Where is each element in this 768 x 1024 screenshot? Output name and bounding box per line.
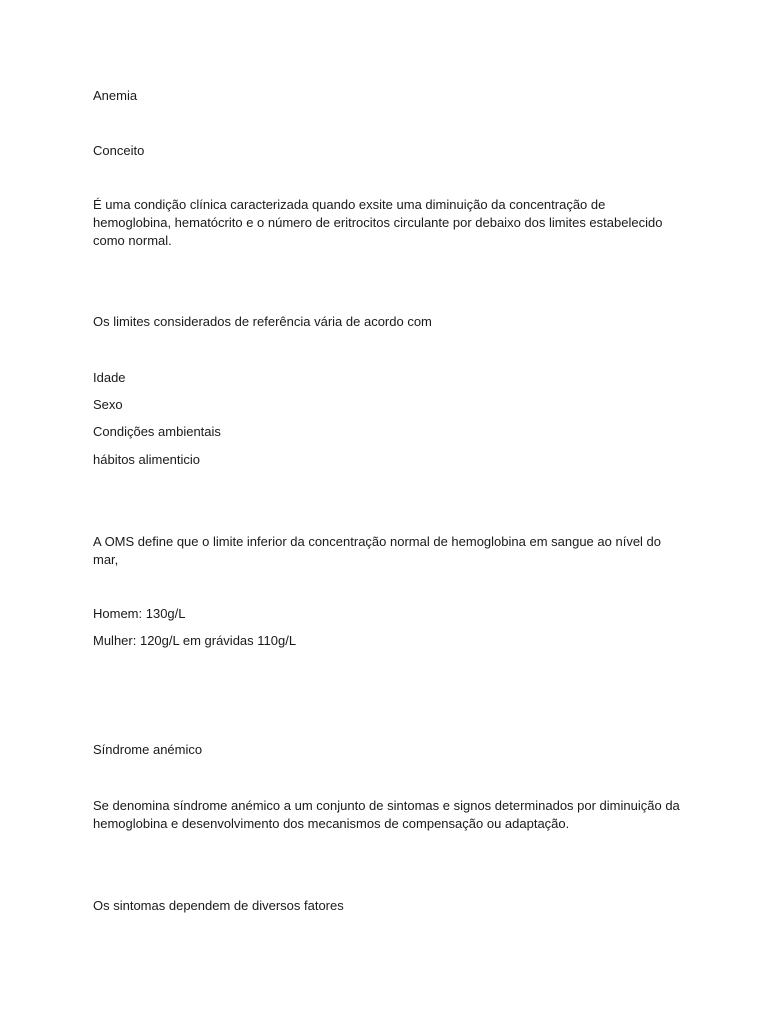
symptoms-intro: Os sintomas dependem de diversos fatores bbox=[93, 898, 344, 913]
factor-item: hábitos alimenticio bbox=[93, 452, 200, 467]
concept-paragraph: É uma condição clínica caracterizada quando exsite uma diminuição da concentração de hemoglobina, hematócrito e o número de eritrocitos circulante por debaixo dos limites estabelecido como normal. bbox=[93, 197, 663, 248]
men-reference-value: Homem: 130g/L bbox=[93, 606, 186, 621]
oms-paragraph: A OMS define que o limite inferior da concentração normal de hemoglobina em sangue ao nível do mar, bbox=[93, 534, 662, 567]
women-reference-value: Mulher: 120g/L em grávidas 110g/L bbox=[93, 633, 297, 648]
limits-intro: Os limites considerados de referência vária de acordo com bbox=[93, 314, 432, 329]
section-heading-concept: Conceito bbox=[93, 143, 145, 158]
factor-item: Sexo bbox=[93, 397, 123, 412]
factor-item: Idade bbox=[93, 370, 126, 385]
section-heading-syndrome: Síndrome anémico bbox=[93, 742, 203, 757]
document-title: Anemia bbox=[93, 88, 138, 103]
factor-item: Condições ambientais bbox=[93, 424, 221, 439]
syndrome-paragraph: Se denomina síndrome anémico a um conjunto de sintomas e signos determinados por diminuição da hemoglobina e desenvolvimento dos mecanismos de compensação ou adaptação. bbox=[93, 798, 680, 831]
